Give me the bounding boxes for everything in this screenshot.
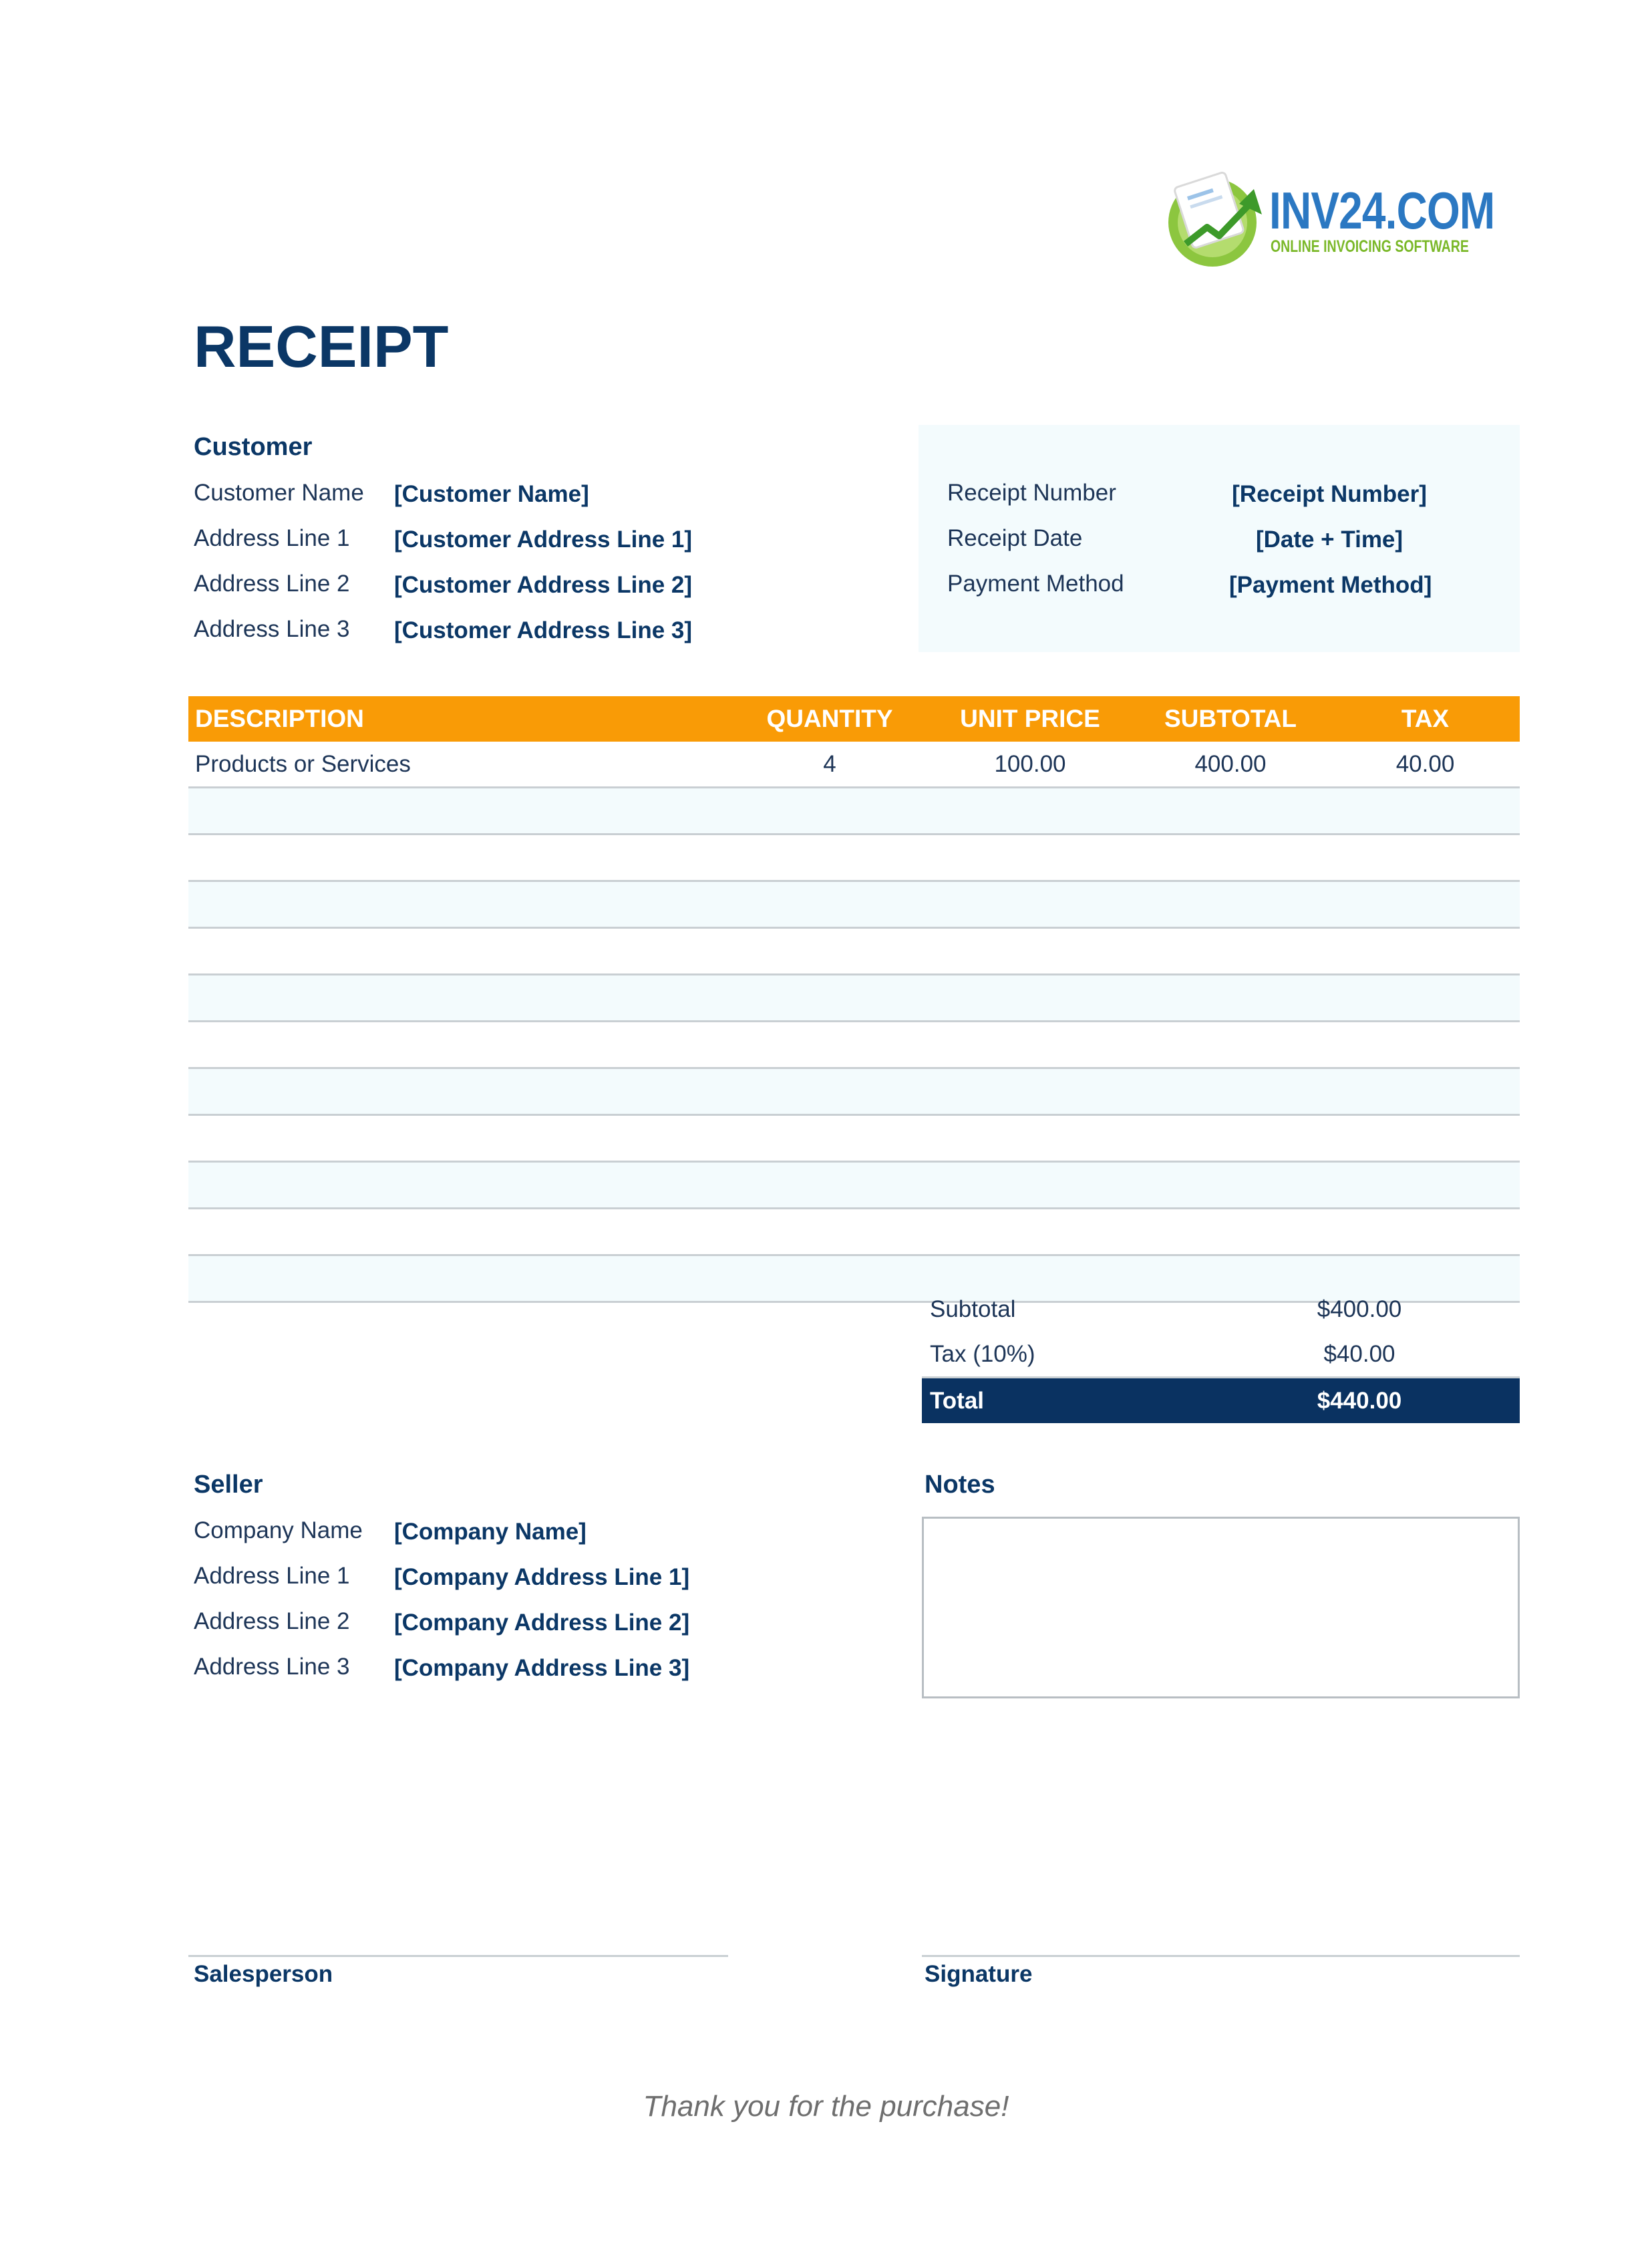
receipt-number-label: Receipt Number	[947, 480, 1116, 506]
document-title: RECEIPT	[194, 313, 449, 380]
thank-you-message: Thank you for the purchase!	[643, 2090, 1009, 2123]
logo-tagline: ONLINE INVOICING SOFTWARE	[1271, 237, 1469, 256]
customer-address2-value[interactable]: [Customer Address Line 2]	[394, 572, 693, 598]
notes-field[interactable]	[922, 1517, 1520, 1698]
receipt-date-label: Receipt Date	[947, 525, 1083, 551]
total-label: Total	[930, 1387, 985, 1414]
customer-address1-value[interactable]: [Customer Address Line 1]	[394, 526, 693, 553]
customer-address3-value[interactable]: [Customer Address Line 3]	[394, 617, 693, 643]
cell-description[interactable]: Products or Services	[195, 750, 411, 777]
table-row	[188, 835, 1520, 882]
table-row	[188, 975, 1520, 1022]
cell-subtotal[interactable]: 400.00	[1194, 750, 1267, 777]
company-address1-label: Address Line 1	[194, 1563, 350, 1589]
logo-icon	[1159, 164, 1273, 271]
cell-quantity[interactable]: 4	[823, 750, 836, 777]
company-name-value[interactable]: [Company Name]	[394, 1519, 587, 1545]
cell-unit-price[interactable]: 100.00	[994, 750, 1066, 777]
table-row	[188, 882, 1520, 929]
tax-value: $40.00	[1323, 1340, 1395, 1367]
items-table-body	[188, 742, 1520, 1303]
salesperson-label: Salesperson	[194, 1961, 333, 1987]
subtotal-row	[922, 1287, 1520, 1332]
company-address2-value[interactable]: [Company Address Line 2]	[394, 1610, 690, 1636]
tax-row	[922, 1332, 1520, 1376]
total-value: $440.00	[1317, 1387, 1402, 1414]
customer-name-label: Customer Name	[194, 480, 364, 506]
receipt-date-value[interactable]: [Date + Time]	[1255, 526, 1403, 553]
company-address1-value[interactable]: [Company Address Line 1]	[394, 1564, 690, 1590]
logo-wordmark: INV24.COM	[1269, 181, 1495, 240]
company-address3-value[interactable]: [Company Address Line 3]	[394, 1655, 690, 1681]
total-row	[922, 1376, 1520, 1423]
col-subtotal-header: SUBTOTAL	[1164, 705, 1297, 732]
col-unit-price-header: UNIT PRICE	[960, 705, 1100, 732]
customer-name-value[interactable]: [Customer Name]	[394, 481, 589, 507]
table-row	[188, 929, 1520, 975]
table-row	[188, 1022, 1520, 1069]
seller-heading: Seller	[194, 1471, 263, 1499]
company-address3-label: Address Line 3	[194, 1654, 350, 1680]
table-row	[188, 1209, 1520, 1256]
company-address2-label: Address Line 2	[194, 1608, 350, 1634]
customer-address2-label: Address Line 2	[194, 571, 350, 597]
table-row	[188, 742, 1520, 788]
notes-heading: Notes	[925, 1471, 995, 1499]
subtotal-label: Subtotal	[930, 1296, 1016, 1322]
table-row	[188, 788, 1520, 835]
col-quantity-header: QUANTITY	[766, 705, 893, 732]
col-tax-header: TAX	[1401, 705, 1450, 732]
salesperson-line	[188, 1955, 728, 1957]
items-table-header	[188, 696, 1520, 742]
subtotal-value: $400.00	[1317, 1296, 1402, 1322]
signature-line	[922, 1955, 1520, 1957]
tax-label: Tax (10%)	[930, 1340, 1035, 1367]
table-row	[188, 1163, 1520, 1209]
company-name-label: Company Name	[194, 1517, 363, 1543]
cell-tax[interactable]: 40.00	[1395, 750, 1455, 777]
signature-label: Signature	[925, 1961, 1033, 1987]
col-description-header: DESCRIPTION	[195, 705, 364, 732]
table-row	[188, 1116, 1520, 1163]
receipt-number-value[interactable]: [Receipt Number]	[1232, 481, 1427, 507]
items-table	[188, 696, 1520, 1303]
customer-heading: Customer	[194, 433, 313, 461]
customer-address1-label: Address Line 1	[194, 525, 350, 551]
customer-address3-label: Address Line 3	[194, 616, 350, 642]
payment-method-label: Payment Method	[947, 571, 1124, 597]
payment-method-value[interactable]: [Payment Method]	[1229, 572, 1432, 598]
table-row	[188, 1069, 1520, 1116]
